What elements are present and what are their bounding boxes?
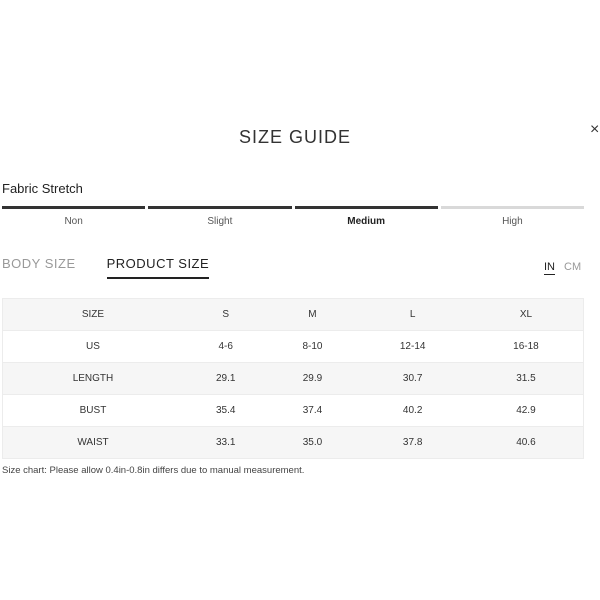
table-cell: WAIST [3, 427, 183, 459]
table-cell: 29.1 [183, 363, 269, 395]
page-title: SIZE GUIDE [238, 127, 351, 147]
table-cell: 8-10 [269, 331, 357, 363]
table-header-row [3, 299, 584, 331]
stretch-bar [148, 206, 291, 209]
stretch-level-high [441, 206, 584, 227]
table-cell: 40.2 [356, 395, 468, 427]
table-row [3, 363, 584, 395]
unit-cm-button[interactable]: CM [564, 261, 582, 273]
table-cell: 31.5 [469, 363, 584, 395]
table-cell: 37.4 [269, 395, 357, 427]
size-table [2, 298, 584, 459]
tab-body-size[interactable]: BODY SIZE [2, 256, 76, 271]
table-header-cell: S [183, 299, 269, 331]
table-cell: US [3, 331, 183, 363]
fabric-stretch-heading: Fabric Stretch [2, 181, 83, 196]
stretch-bar [2, 206, 145, 209]
unit-toggle [544, 261, 581, 275]
table-header-cell: SIZE [3, 299, 183, 331]
table-cell: 30.7 [356, 363, 468, 395]
stretch-level-medium [295, 206, 438, 227]
unit-in-button[interactable]: IN [544, 261, 555, 273]
table-cell: 29.9 [269, 363, 357, 395]
stretch-label: Non [64, 216, 83, 227]
table-cell: 4-6 [183, 331, 269, 363]
table-cell: 33.1 [183, 427, 269, 459]
fabric-stretch-scale [2, 206, 584, 227]
table-cell: 40.6 [469, 427, 584, 459]
stretch-bar [295, 206, 438, 209]
table-cell: 35.0 [269, 427, 357, 459]
stretch-level-slight [148, 206, 291, 227]
table-cell: 12-14 [356, 331, 468, 363]
size-chart-note: Size chart: Please allow 0.4in-0.8in differs due to manual measurement. [2, 465, 305, 476]
table-cell: 16-18 [469, 331, 584, 363]
table-cell: 35.4 [183, 395, 269, 427]
table-row [3, 331, 584, 363]
table-header-cell: XL [469, 299, 584, 331]
stretch-label-selected: Medium [347, 216, 386, 227]
tab-product-size[interactable]: PRODUCT SIZE [107, 256, 210, 279]
table-cell: 37.8 [356, 427, 468, 459]
table-cell: BUST [3, 395, 183, 427]
size-tabs [2, 256, 209, 279]
stretch-label: High [502, 216, 523, 227]
table-row [3, 427, 584, 459]
table-cell: LENGTH [3, 363, 183, 395]
table-header-cell: M [269, 299, 357, 331]
stretch-bar [441, 206, 584, 209]
table-cell: 42.9 [469, 395, 584, 427]
table-header-cell: L [356, 299, 468, 331]
table-row [3, 395, 584, 427]
close-icon[interactable]: × [590, 121, 600, 138]
stretch-level-non [2, 206, 145, 227]
stretch-label: Slight [207, 216, 233, 227]
